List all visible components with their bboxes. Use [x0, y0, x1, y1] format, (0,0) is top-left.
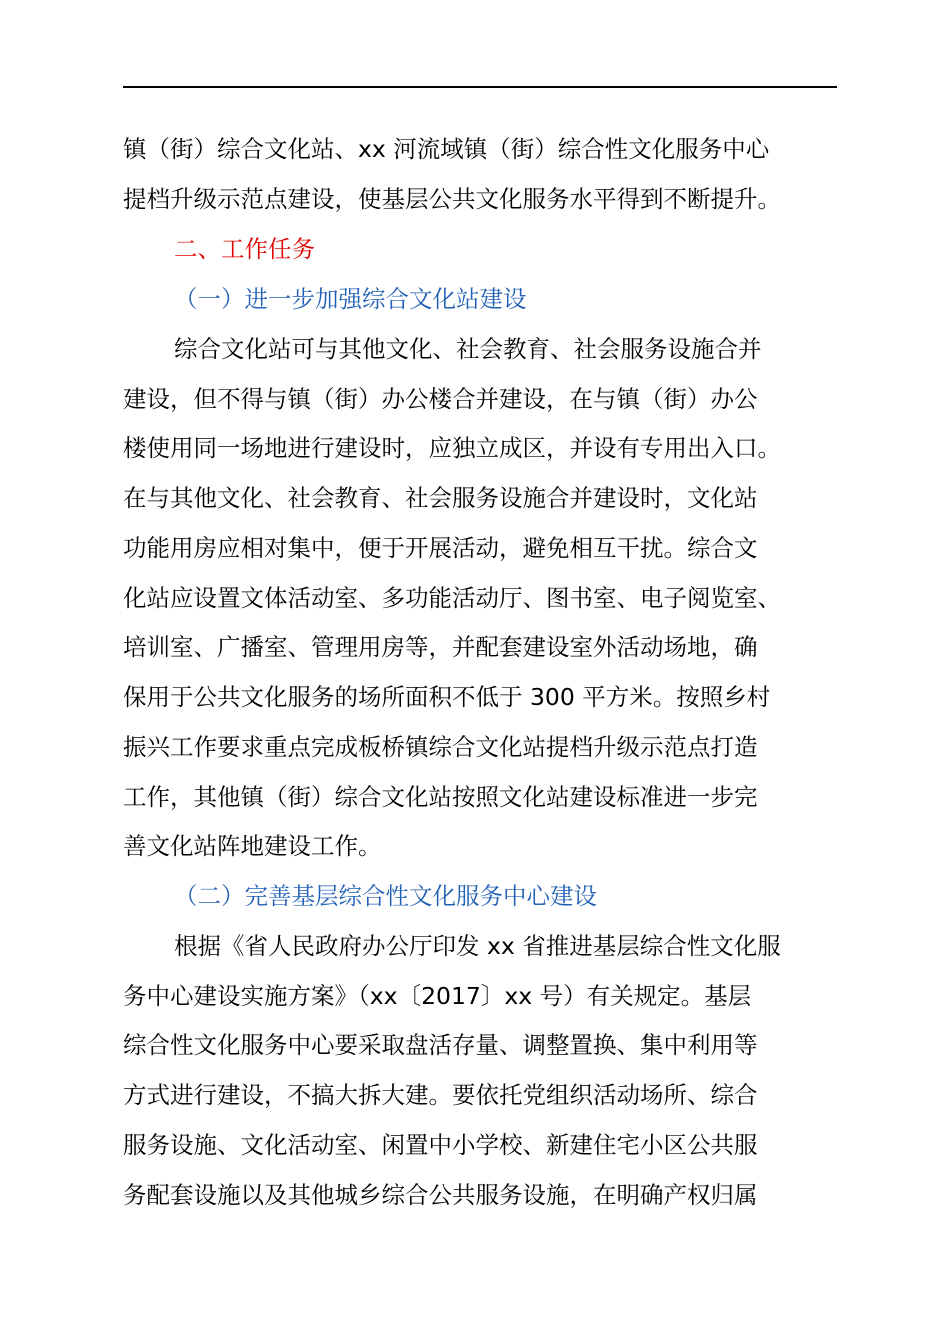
paragraph-line: 保用于公共文化服务的场所面积不低于 300 平方米。按照乡村: [123, 683, 771, 711]
intro-line: 镇（街）综合文化站、xx 河流域镇（街）综合性文化服务中心: [123, 135, 770, 163]
paragraph-line: 务中心建设实施方案》（xx〔2017〕xx 号）有关规定。基层: [123, 982, 752, 1010]
subsection-heading: （一）进一步加强综合文化站建设: [174, 285, 527, 313]
paragraph-line: 工作，其他镇（街）综合文化站按照文化站建设标准进一步完: [123, 783, 758, 811]
paragraph-line: 根据《省人民政府办公厅印发 xx 省推进基层综合性文化服: [174, 932, 781, 960]
paragraph-line: 振兴工作要求重点完成板桥镇综合文化站提档升级示范点打造: [123, 733, 758, 761]
paragraph-line: 功能用房应相对集中，便于开展活动，避免相互干扰。综合文: [123, 534, 758, 562]
paragraph-line: 方式进行建设，不搞大拆大建。要依托党组织活动场所、综合: [123, 1081, 758, 1109]
header-rule: [123, 86, 837, 88]
section-heading: 二、工作任务: [174, 235, 315, 263]
paragraph-line: 务配套设施以及其他城乡综合公共服务设施，在明确产权归属: [123, 1181, 758, 1209]
paragraph-line: 化站应设置文体活动室、多功能活动厅、图书室、电子阅览室、: [123, 584, 781, 612]
paragraph-line: 服务设施、文化活动室、闲置中小学校、新建住宅小区公共服: [123, 1131, 758, 1159]
paragraph-line: 善文化站阵地建设工作。: [123, 832, 382, 860]
intro-line: 提档升级示范点建设，使基层公共文化服务水平得到不断提升。: [123, 185, 781, 213]
paragraph-line: 综合性文化服务中心要采取盘活存量、调整置换、集中利用等: [123, 1031, 758, 1059]
paragraph-line: 楼使用同一场地进行建设时，应独立成区，并设有专用出入口。: [123, 434, 781, 462]
paragraph-line: 培训室、广播室、管理用房等，并配套建设室外活动场地，确: [123, 633, 758, 661]
paragraph-line: 在与其他文化、社会教育、社会服务设施合并建设时，文化站: [123, 484, 758, 512]
subsection-heading: （二）完善基层综合性文化服务中心建设: [174, 882, 597, 910]
paragraph-line: 建设，但不得与镇（街）办公楼合并建设，在与镇（街）办公: [123, 385, 758, 413]
paragraph-line: 综合文化站可与其他文化、社会教育、社会服务设施合并: [174, 335, 762, 363]
